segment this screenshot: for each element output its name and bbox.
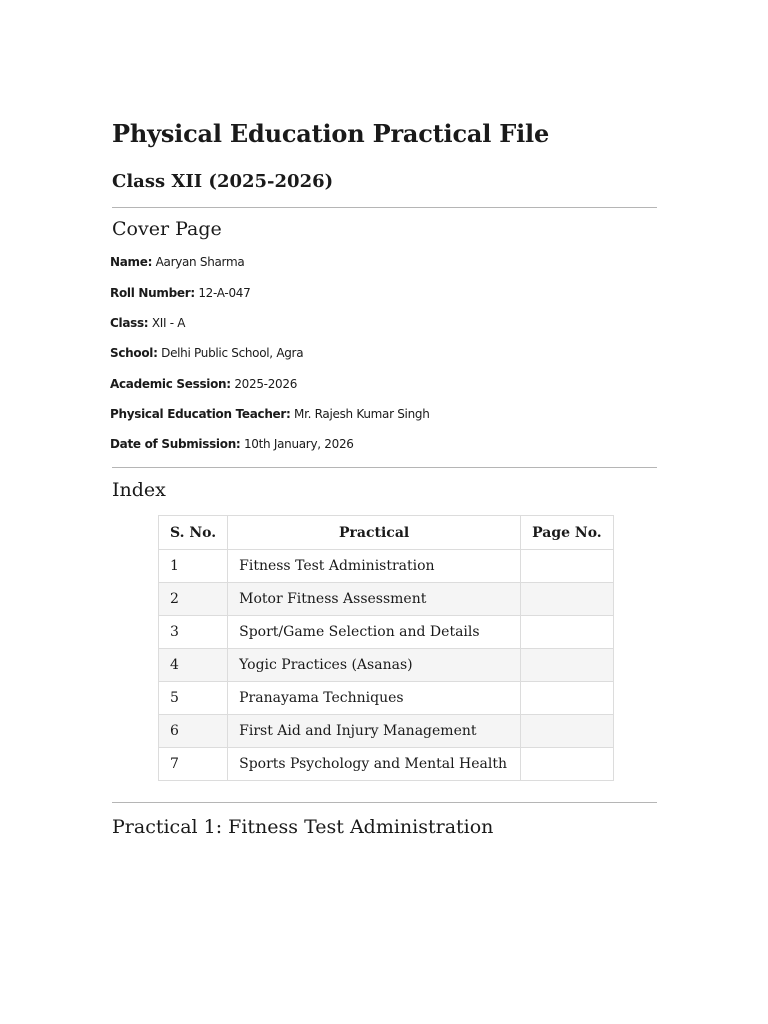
document-title: Physical Education Practical File — [112, 119, 550, 148]
cell-page-no — [521, 715, 614, 748]
index-table — [158, 515, 614, 781]
field-academic-session — [110, 375, 297, 393]
document-subtitle: Class XII (2025-2026) — [112, 171, 334, 192]
section-divider — [112, 207, 657, 208]
cell-practical: Pranayama Techniques — [228, 682, 521, 715]
cell-sno: 2 — [159, 583, 228, 616]
cover-page-heading: Cover Page — [112, 218, 222, 240]
field-value: Delhi Public School, Agra — [161, 346, 304, 360]
cell-sno: 1 — [159, 550, 228, 583]
field-label: Academic Session: — [110, 377, 231, 391]
column-header-sno: S. No. — [159, 516, 228, 550]
cell-practical: Yogic Practices (Asanas) — [228, 649, 521, 682]
cell-page-no — [521, 583, 614, 616]
section-divider — [112, 467, 657, 468]
field-name — [110, 253, 244, 271]
field-label: Class: — [110, 316, 149, 330]
table-row — [159, 616, 614, 649]
table-row — [159, 715, 614, 748]
field-value: XII - A — [151, 316, 186, 330]
index-heading: Index — [112, 479, 166, 501]
field-roll-number — [110, 284, 250, 302]
column-header-practical: Practical — [228, 516, 521, 550]
practical-1-heading: Practical 1: Fitness Test Administration — [112, 816, 494, 838]
field-teacher — [110, 405, 430, 423]
field-value: Mr. Rajesh Kumar Singh — [294, 407, 430, 421]
cell-page-no — [521, 616, 614, 649]
cell-page-no — [521, 748, 614, 781]
table-row — [159, 682, 614, 715]
table-row — [159, 649, 614, 682]
column-header-page-no: Page No. — [521, 516, 614, 550]
cell-practical: Fitness Test Administration — [228, 550, 521, 583]
table-row — [159, 583, 614, 616]
table-row — [159, 748, 614, 781]
field-value: 10th January, 2026 — [243, 437, 354, 451]
cell-page-no — [521, 550, 614, 583]
cell-sno: 7 — [159, 748, 228, 781]
field-class — [110, 314, 185, 332]
cell-sno: 5 — [159, 682, 228, 715]
field-value: Aaryan Sharma — [155, 255, 245, 269]
field-school — [110, 344, 303, 362]
cell-sno: 3 — [159, 616, 228, 649]
cell-page-no — [521, 682, 614, 715]
cell-practical: Motor Fitness Assessment — [228, 583, 521, 616]
cell-page-no — [521, 649, 614, 682]
field-label: Name: — [110, 255, 153, 269]
field-label: School: — [110, 346, 158, 360]
field-label: Roll Number: — [110, 286, 195, 300]
table-header-row — [159, 516, 614, 550]
field-value: 12-A-047 — [198, 286, 251, 300]
cell-sno: 6 — [159, 715, 228, 748]
field-label: Date of Submission: — [110, 437, 241, 451]
cell-practical: Sports Psychology and Mental Health — [228, 748, 521, 781]
table-row — [159, 550, 614, 583]
field-date-of-submission — [110, 435, 354, 453]
section-divider — [112, 802, 657, 803]
cell-sno: 4 — [159, 649, 228, 682]
field-label: Physical Education Teacher: — [110, 407, 291, 421]
cell-practical: First Aid and Injury Management — [228, 715, 521, 748]
cell-practical: Sport/Game Selection and Details — [228, 616, 521, 649]
field-value: 2025-2026 — [234, 377, 298, 391]
